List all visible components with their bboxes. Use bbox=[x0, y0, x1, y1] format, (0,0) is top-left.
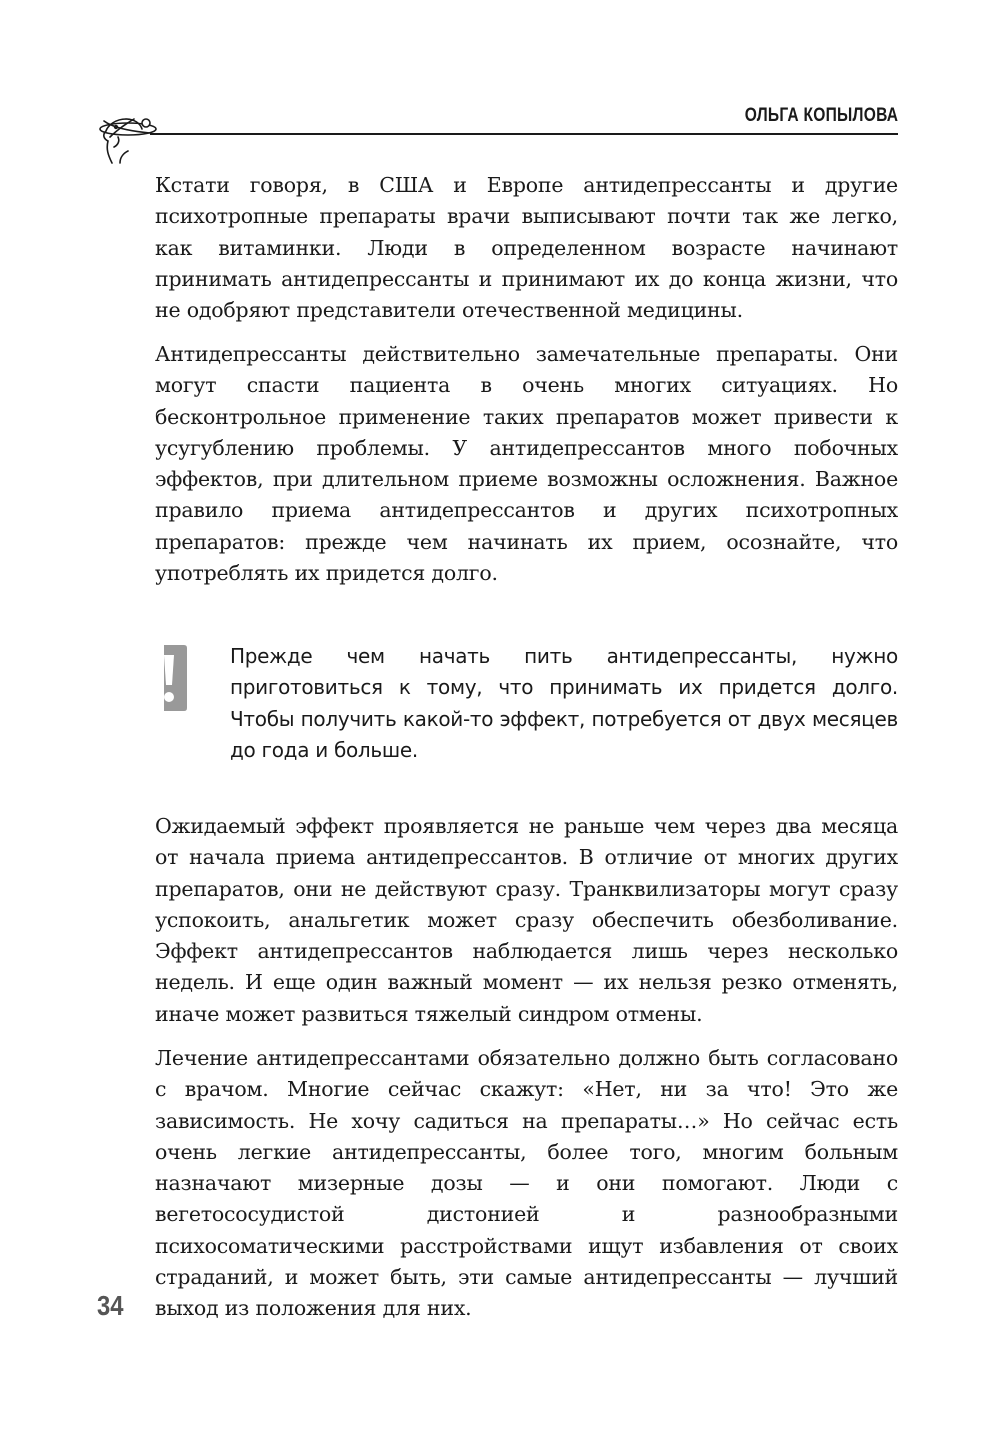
body-paragraph-3: Ожидаемый эффект проявляется не раньше чем через два месяца от начала приема антидепрессантов. В отличие от многих других препаратов, они не действуют сразу. Транквилизаторы могут сразу успокоить, анальгетик может сразу обеспечить обезболивание. Эффект антидепрессантов наблюдается лишь через несколько недель. И еще один важный момент — их нельзя резко отменять, иначе может развиться тяжелый синдром отмены. bbox=[155, 814, 898, 1026]
body-paragraph-2: Антидепрессанты действительно замечательные препараты. Они могут спасти пациента в очень многих ситуациях. Но бесконтрольное применение таких препаратов может привести к усугублению проблемы. У антидепрессантов много побочных эффектов, при длительном приеме возможны осложнения. Важное правило приема антидепрессантов и других психотропных препаратов: прежде чем начинать их прием, осознайте, что употреблять их придется долго. bbox=[155, 342, 898, 586]
page-number: 34 bbox=[97, 1290, 124, 1321]
exclamation-icon bbox=[151, 645, 187, 711]
header-rule bbox=[150, 133, 898, 135]
body-paragraph-1: Кстати говоря, в США и Европе антидепрессанты и другие психотропные препараты врачи выписывают почти так же легко, как витаминки. Люди в определенном возрасте начинают принимать антидепрессанты и принимают их до конца жизни, что не одобряют представители отечественной медицины. bbox=[155, 173, 898, 323]
running-header-author: ОЛЬГА КОПЫЛОВА bbox=[744, 105, 898, 126]
callout-text: Прежде чем начать пить антидепрессанты, нужно приготовиться к тому, что принимать их придется долго. Чтобы получить какой-то эффект, потребуется от двух месяцев до года и больше. bbox=[230, 644, 898, 762]
body-paragraph-4: Лечение антидепрессантами обязательно должно быть согласовано с врачом. Многие сейчас скажут: «Нет, ни за что! Это же зависимость. Не хочу садиться на препараты…» Но сейчас есть очень легкие антидепрессанты, более того, многим больным назначают мизерные дозы — и они помогают. Люди с вегетососудистой дистонией и разнообразными психосоматическими расстройствами ищут избавления от своих страданий, и может быть, эти самые антидепрессанты — лучший выход из положения для них. bbox=[155, 1046, 898, 1321]
head-logo-icon bbox=[98, 111, 158, 167]
